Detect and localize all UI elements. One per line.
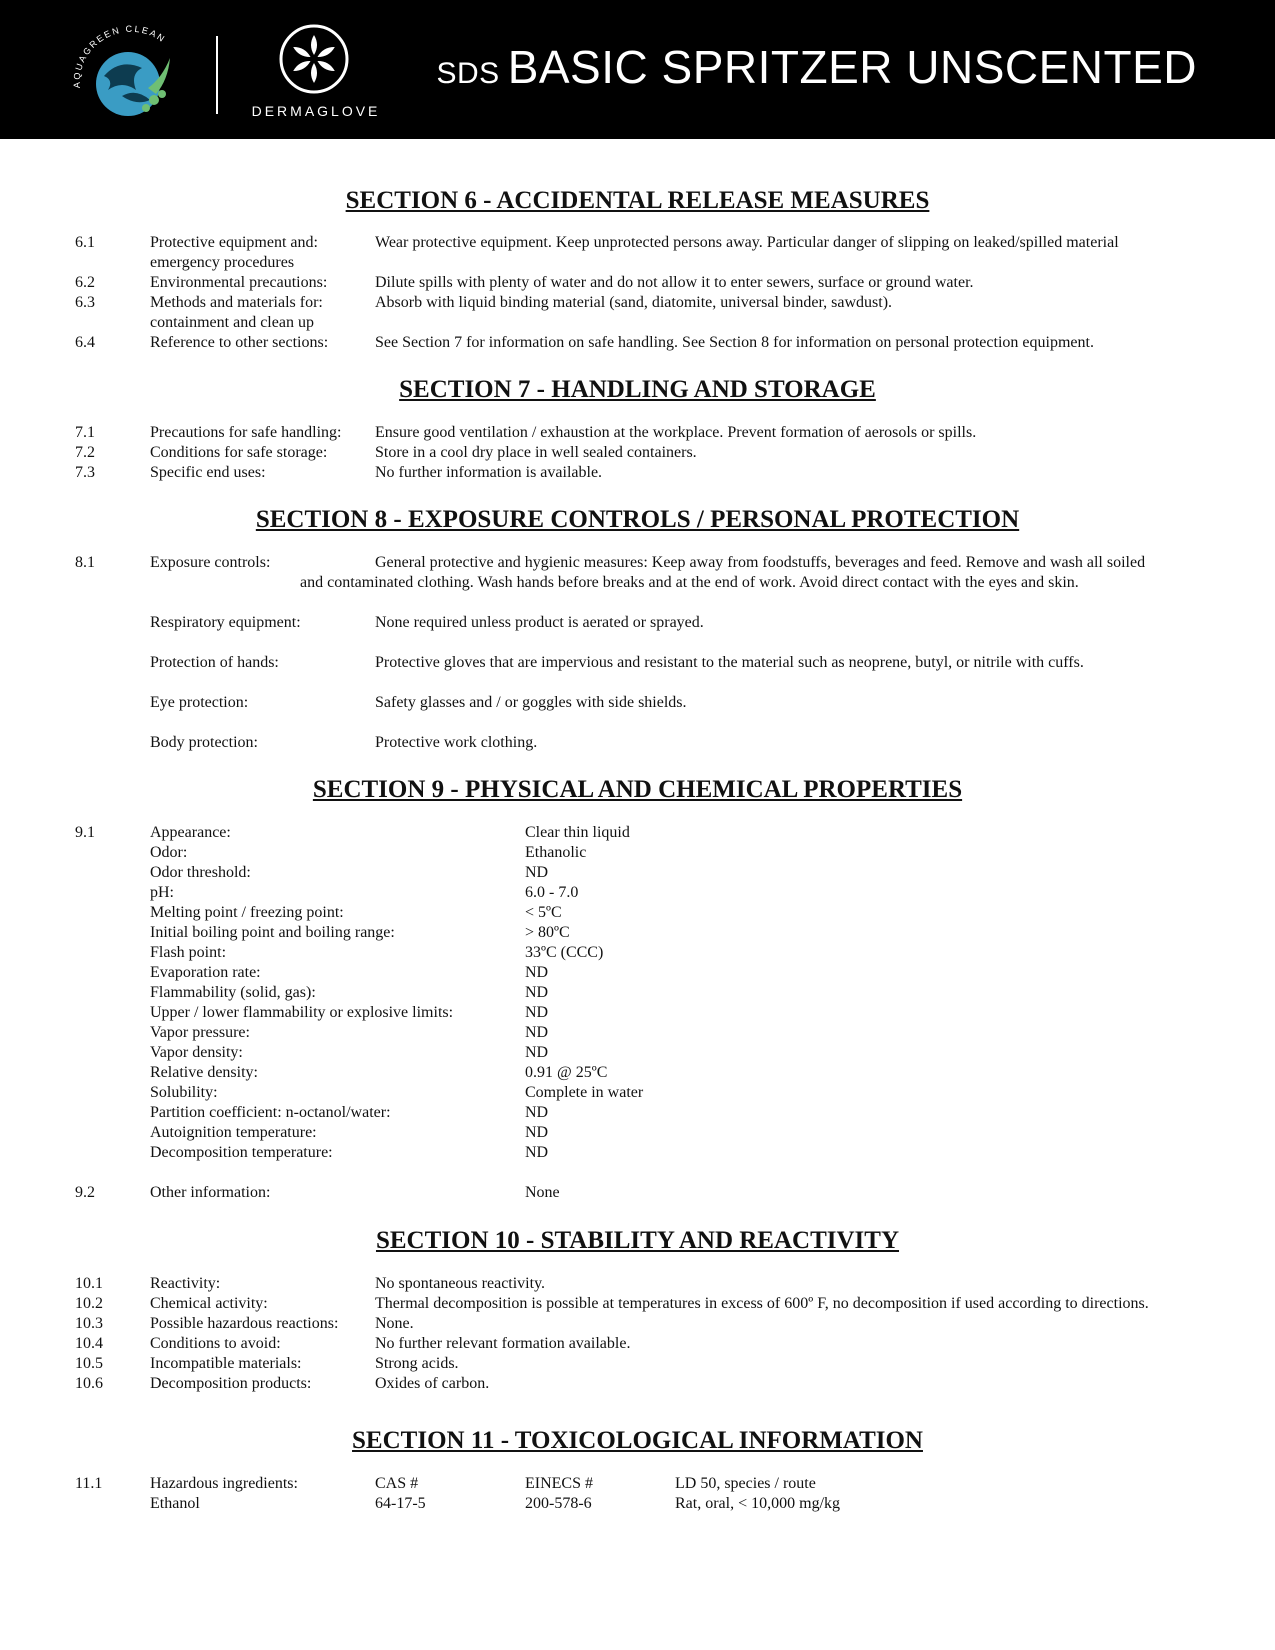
row-label: containment and clean up [150, 314, 314, 331]
property-label: Vapor pressure: [150, 1024, 250, 1041]
row-number: 9.1 [75, 824, 95, 841]
sds-prefix: SDS [436, 57, 500, 90]
property-value: 0.91 @ 25ºC [525, 1064, 608, 1081]
row-value: Store in a cool dry place in well sealed containers. [375, 444, 697, 461]
row-value: None. [375, 1315, 414, 1332]
row-value: No spontaneous reactivity. [375, 1275, 546, 1292]
row-number: 6.1 [75, 234, 95, 251]
property-value: ND [525, 1104, 549, 1121]
row-number: 11.1 [75, 1475, 103, 1492]
property-value: 6.0 - 7.0 [525, 884, 579, 901]
property-label: Flammability (solid, gas): [150, 984, 316, 1001]
property-label: pH: [150, 884, 174, 901]
dermaglove-flower-icon [278, 23, 350, 95]
column-header: EINECS # [525, 1475, 593, 1492]
property-value: None [525, 1184, 560, 1201]
svg-text:AQUAGREEN CLEAN: AQUAGREEN CLEAN [71, 23, 168, 89]
row-value: See Section 7 for information on safe handling. See Section 8 for information on personal protection equipment. [375, 334, 1094, 351]
property-value: ND [525, 1024, 549, 1041]
row-value: Dilute spills with plenty of water and do not allow it to enter sewers, surface or ground water. [375, 274, 974, 291]
row-value: Wear protective equipment. Keep unprotected persons away. Particular danger of slipping on leaked/spilled material [375, 234, 1119, 251]
property-label: Odor threshold: [150, 864, 251, 881]
property-value: Ethanolic [525, 844, 587, 861]
cas-number: 64-17-5 [375, 1495, 426, 1512]
row-label: Methods and materials for: [150, 294, 323, 311]
property-value: ND [525, 984, 549, 1001]
row-number: 10.6 [75, 1375, 103, 1392]
row-number: 10.1 [75, 1275, 103, 1292]
dermaglove-wordmark: DERMAGLOVE [251, 103, 381, 119]
row-number: 10.4 [75, 1335, 103, 1352]
row-value: Absorb with liquid binding material (sand, diatomite, universal binder, sawdust). [375, 294, 893, 311]
row-number: 8.1 [75, 554, 95, 571]
section-11-title: SECTION 11 - TOXICOLOGICAL INFORMATION [352, 1427, 923, 1454]
column-header: LD 50, species / route [675, 1475, 816, 1492]
section-6-title: SECTION 6 - ACCIDENTAL RELEASE MEASURES [345, 187, 930, 214]
row-number: 7.2 [75, 444, 95, 461]
row-value: Strong acids. [375, 1355, 459, 1372]
row-number: 9.2 [75, 1184, 95, 1201]
property-label: Vapor density: [150, 1044, 243, 1061]
section-9-title: SECTION 9 - PHYSICAL AND CHEMICAL PROPERTIES [312, 776, 963, 803]
row-label: Specific end uses: [150, 464, 266, 481]
property-label: Solubility: [150, 1084, 218, 1101]
property-label: Evaporation rate: [150, 964, 261, 981]
row-value: Protective work clothing. [375, 734, 538, 751]
row-label: Conditions to avoid: [150, 1335, 281, 1352]
property-value: Complete in water [525, 1084, 644, 1101]
property-label: Upper / lower flammability or explosive limits: [150, 1004, 454, 1021]
row-label: Reference to other sections: [150, 334, 329, 351]
row-label: Protective equipment and: [150, 234, 318, 251]
property-label: Partition coefficient: n-octanol/water: [150, 1104, 391, 1121]
row-value: Thermal decomposition is possible at temperatures in excess of 600º F, no decomposition if used according to directions. [375, 1295, 1149, 1312]
row-value: No further relevant formation available. [375, 1335, 631, 1352]
row-number: 7.3 [75, 464, 95, 481]
section-7-title: SECTION 7 - HANDLING AND STORAGE [399, 376, 876, 403]
property-value: ND [525, 1044, 549, 1061]
aquagreen-logo-icon [70, 18, 192, 122]
property-value: ND [525, 1144, 549, 1161]
column-header: Hazardous ingredients: [150, 1475, 298, 1492]
row-number: 7.1 [75, 424, 95, 441]
row-label: Possible hazardous reactions: [150, 1315, 339, 1332]
property-label: Relative density: [150, 1064, 258, 1081]
property-label: Odor: [150, 844, 188, 861]
brand-divider [216, 36, 218, 114]
row-label: Incompatible materials: [150, 1355, 302, 1372]
row-value: Ensure good ventilation / exhaustion at the workplace. Prevent formation of aerosols or spills. [375, 424, 977, 441]
document-title [437, 40, 1198, 94]
row-number: 10.3 [75, 1315, 103, 1332]
product-name: BASIC SPRITZER UNSCENTED [507, 41, 1197, 93]
property-label: Decomposition temperature: [150, 1144, 333, 1161]
row-label: Body protection: [150, 734, 258, 751]
property-value: ND [525, 1124, 549, 1141]
property-value: 33ºC (CCC) [525, 944, 604, 961]
row-value: Oxides of carbon. [375, 1375, 490, 1392]
row-value: None required unless product is aerated or sprayed. [375, 614, 704, 631]
ingredient-name: Ethanol [150, 1495, 200, 1512]
row-value: Safety glasses and / or goggles with side shields. [375, 694, 687, 711]
row-label: Exposure controls: [150, 554, 271, 571]
property-value: ND [525, 864, 549, 881]
row-value: and contaminated clothing. Wash hands before breaks and at the end of work. Avoid direct contact with the eyes and skin. [300, 574, 1079, 591]
property-value: ND [525, 1004, 549, 1021]
property-label: Appearance: [150, 824, 231, 841]
row-label: Conditions for safe storage: [150, 444, 328, 461]
row-label: Decomposition products: [150, 1375, 312, 1392]
row-label: Chemical activity: [150, 1295, 268, 1312]
row-label: Respiratory equipment: [150, 614, 301, 631]
row-label: Environmental precautions: [150, 274, 328, 291]
row-label: Reactivity: [150, 1275, 221, 1292]
row-value: General protective and hygienic measures: Keep away from foodstuffs, beverages and feed. Remove and wash all soiled [375, 554, 1146, 571]
property-value: ND [525, 964, 549, 981]
row-number: 10.2 [75, 1295, 103, 1312]
column-header: CAS # [375, 1475, 419, 1492]
row-number: 6.3 [75, 294, 95, 311]
header-bar [0, 0, 1275, 139]
property-value: < 5ºC [525, 904, 562, 921]
property-value: Clear thin liquid [525, 824, 630, 841]
row-number: 6.2 [75, 274, 95, 291]
property-label: Melting point / freezing point: [150, 904, 344, 921]
einecs-number: 200-578-6 [525, 1495, 592, 1512]
property-value: > 80ºC [525, 924, 570, 941]
row-number: 10.5 [75, 1355, 103, 1372]
section-8-title: SECTION 8 - EXPOSURE CONTROLS / PERSONAL PROTECTION [255, 506, 1020, 533]
section-10-title: SECTION 10 - STABILITY AND REACTIVITY [375, 1227, 900, 1254]
property-label: Other information: [150, 1184, 271, 1201]
row-label: Protection of hands: [150, 654, 279, 671]
property-label: Initial boiling point and boiling range: [150, 924, 395, 941]
row-label: emergency procedures [150, 254, 295, 271]
row-value: Protective gloves that are impervious and resistant to the material such as neoprene, butyl, or nitrile with cuffs. [375, 654, 1084, 671]
row-label: Eye protection: [150, 694, 249, 711]
row-label: Precautions for safe handling: [150, 424, 342, 441]
property-label: Autoignition temperature: [150, 1124, 317, 1141]
row-value: No further information is available. [375, 464, 603, 481]
ld50-value: Rat, oral, < 10,000 mg/kg [675, 1495, 841, 1512]
property-label: Flash point: [150, 944, 227, 961]
row-number: 6.4 [75, 334, 95, 351]
